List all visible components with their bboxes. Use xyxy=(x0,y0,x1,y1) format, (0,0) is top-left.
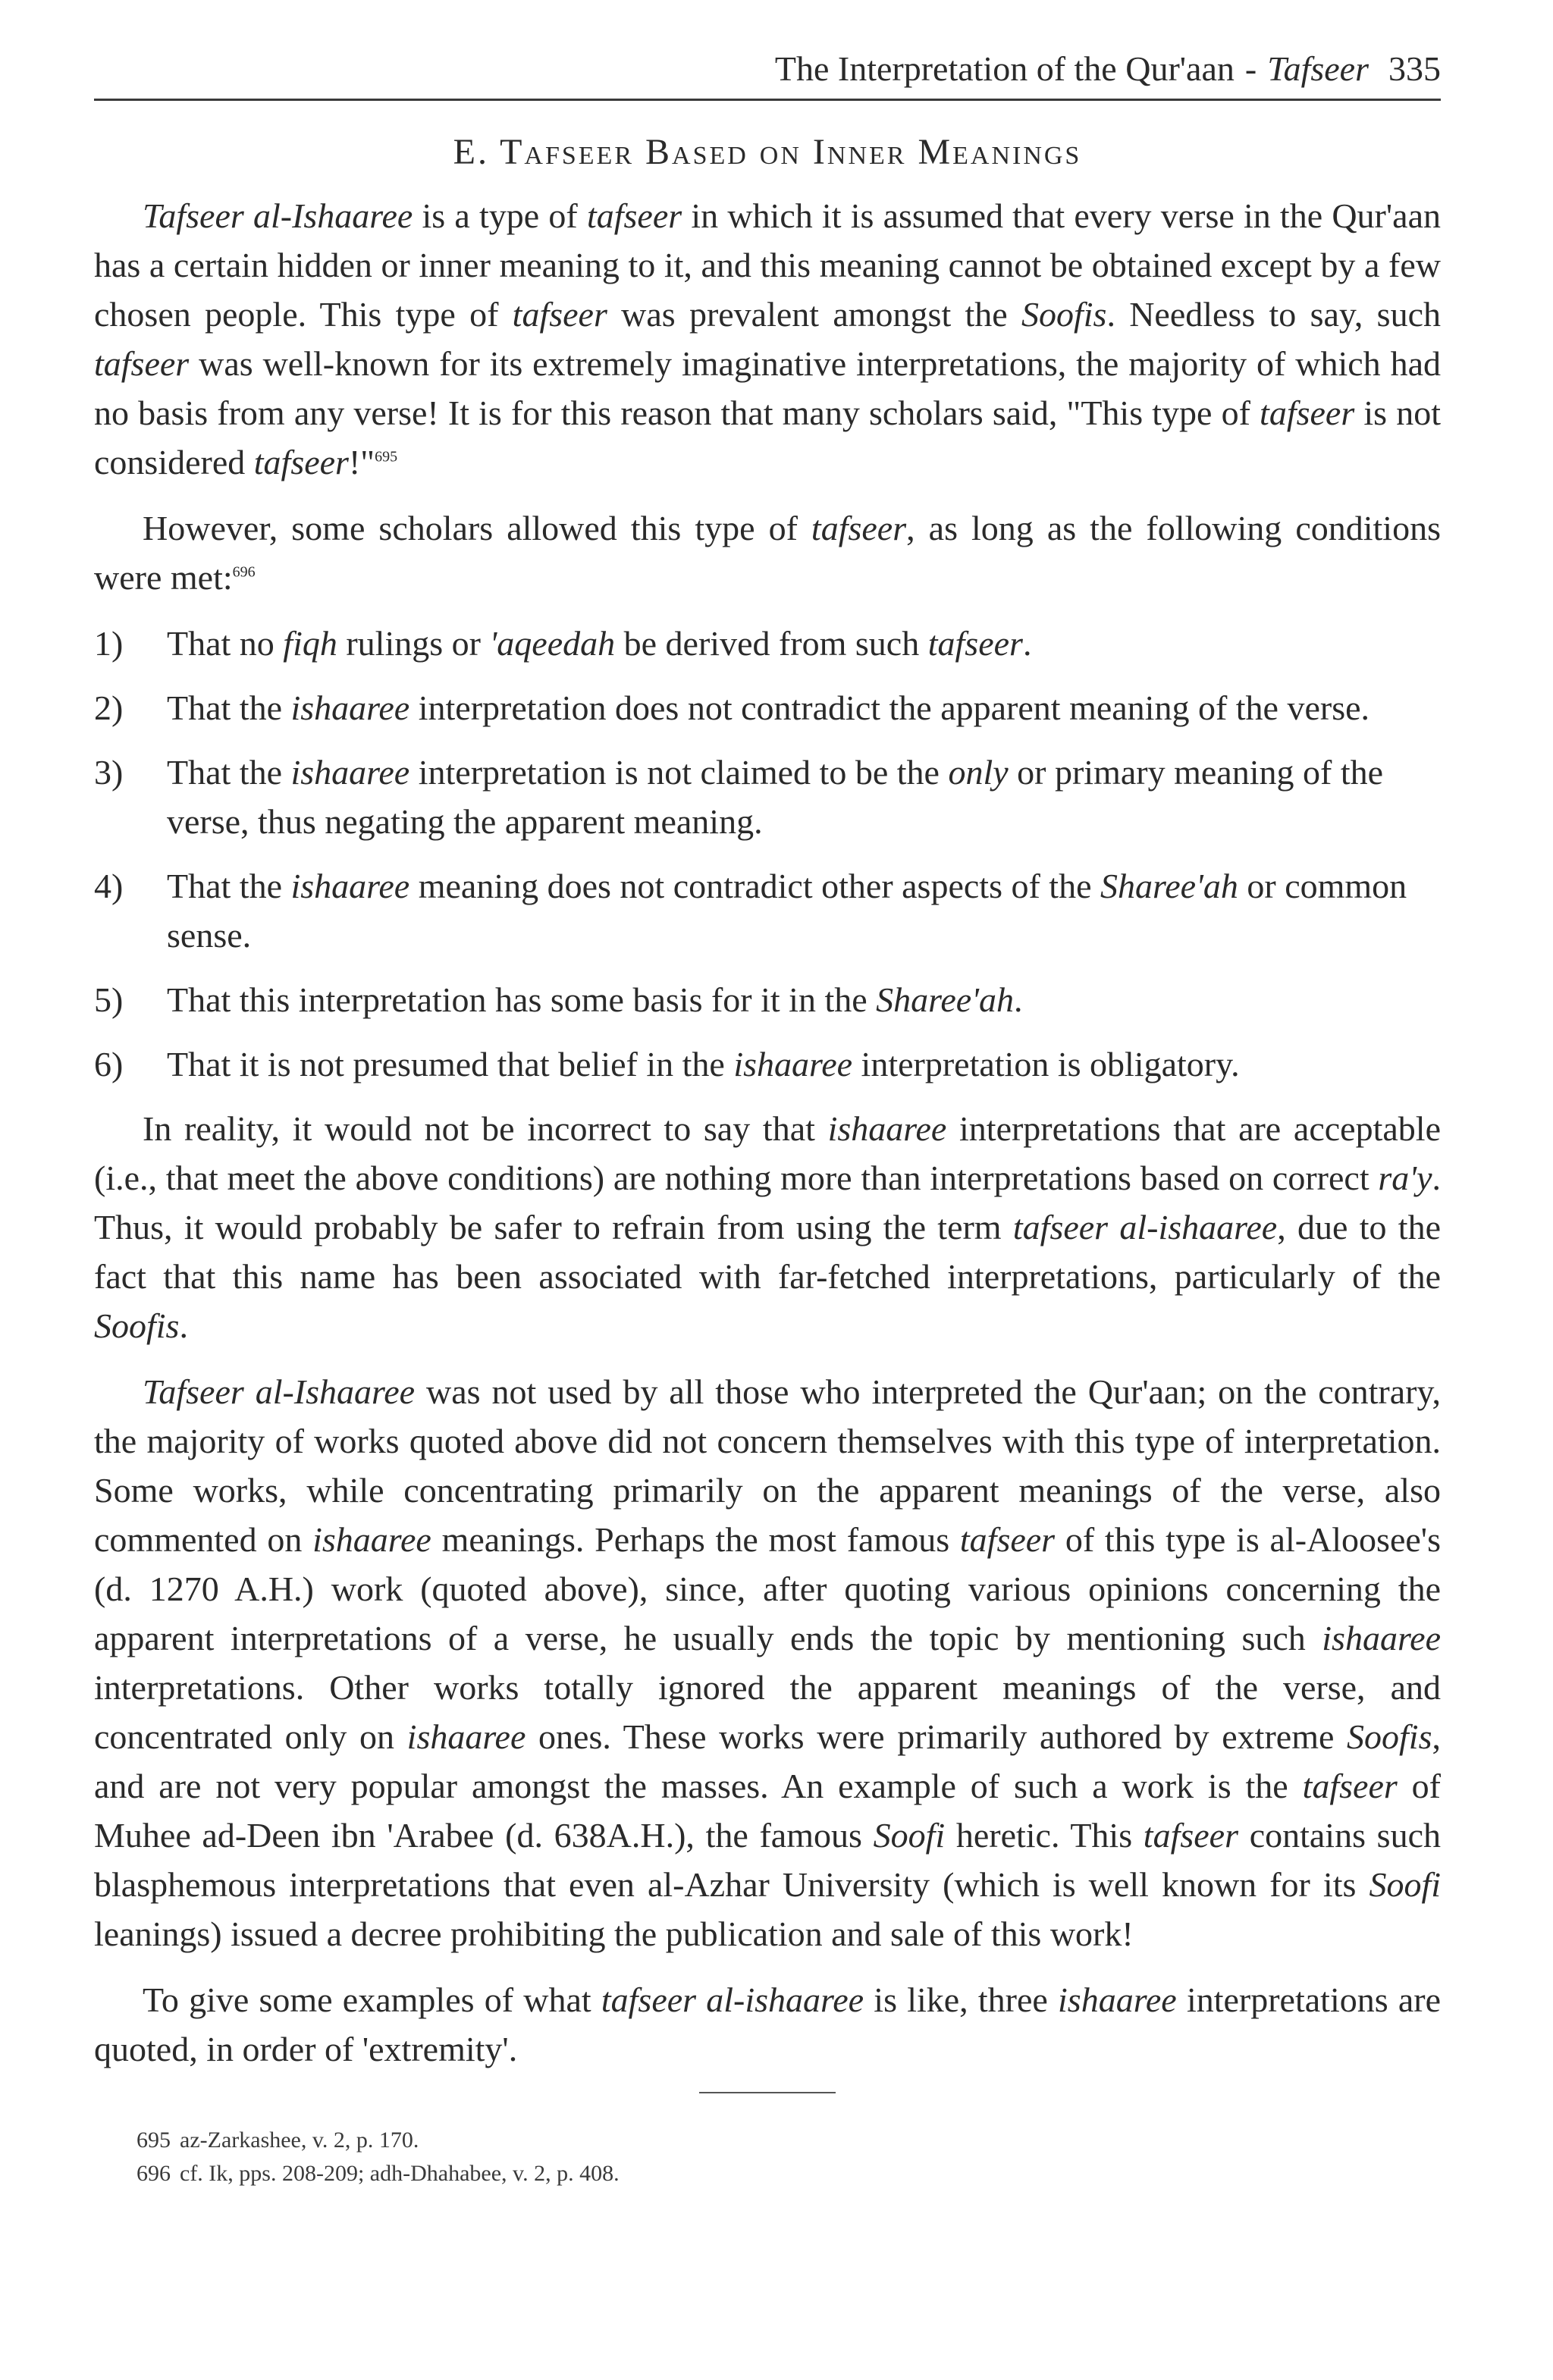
footnote-number: 695 xyxy=(136,2128,171,2153)
text: However, some scholars allowed this type of xyxy=(143,509,811,547)
list-item xyxy=(94,748,1441,846)
text: In reality, it would not be incorrect to say that xyxy=(143,1109,828,1148)
term: ishaaree xyxy=(1058,1980,1177,2019)
text: in which it is assumed that every verse in the Qur'aan has a certain hidden or inner meaning to it, and this meaning cannot be obtained except by a few chosen people. This type of xyxy=(94,196,1441,334)
text: of this type is al-Aloosee's (d. 1270 A.H.) work (quoted above), since, after quoting various opinions concerning the apparent interpretations of a verse, he usually ends the topic by mentioning such xyxy=(94,1520,1441,1657)
text: interpretation is not claimed to be the xyxy=(409,753,949,792)
term: tafseer xyxy=(927,624,1023,663)
header-separator: - xyxy=(1244,49,1257,88)
list-text xyxy=(167,975,1441,1024)
text: is like, three xyxy=(864,1980,1059,2019)
list-text xyxy=(167,683,1441,732)
term: Soofis xyxy=(94,1306,180,1345)
term: Soofis xyxy=(1347,1717,1432,1756)
term: Tafseer al-Ishaaree xyxy=(143,1372,416,1411)
term: Soofi xyxy=(1369,1865,1441,1904)
term: ishaaree xyxy=(406,1717,526,1756)
text: . xyxy=(1022,624,1032,663)
text: contains such blasphemous interpretations that even al-Azhar University (which is well known for its xyxy=(94,1816,1441,1904)
text: ones. These works were primarily authored by extreme xyxy=(526,1717,1348,1756)
term: fiqh xyxy=(283,624,337,663)
term: ishaaree xyxy=(1322,1619,1441,1657)
text: . Thus, it would probably be safer to refrain from using the term xyxy=(94,1159,1441,1246)
text: To give some examples of what xyxy=(143,1980,601,2019)
text: interpretations. Other works totally ignored the apparent meanings of the verse, and concentrated only on xyxy=(94,1668,1441,1756)
list-item xyxy=(94,975,1441,1024)
term: tafseer xyxy=(94,344,190,383)
term: tafseer xyxy=(586,196,682,235)
list-item xyxy=(94,683,1441,732)
term: Soofi xyxy=(873,1816,946,1855)
text: interpretations that are acceptable (i.e., that meet the above conditions) are nothing more than interpretations based on correct xyxy=(94,1109,1441,1197)
list-number: 3) xyxy=(94,753,124,792)
text: or common sense. xyxy=(167,867,1407,955)
term: ishaaree xyxy=(827,1109,947,1148)
term: ishaaree xyxy=(312,1520,431,1559)
text: is a type of xyxy=(413,196,587,235)
text: of Muhee ad-Deen ibn 'Arabee (d. 638A.H.), the famous xyxy=(94,1767,1441,1855)
text: was not used by all those who interpreted the Qur'aan; on the contrary, the majority of works quoted above did not concern themselves with this type of interpretation. Some works, while concentrating primarily on the apparent meanings of the verse, also commented on xyxy=(94,1372,1441,1559)
header-title: The Interpretation of the Qur'aan xyxy=(774,49,1235,88)
text: That the xyxy=(167,688,291,727)
term: tafseer xyxy=(959,1520,1056,1559)
term: ishaaree xyxy=(733,1045,853,1083)
footnote-number: 696 xyxy=(136,2161,171,2186)
paragraph-4 xyxy=(94,1367,1441,1958)
text: That the xyxy=(167,867,291,905)
term: ishaaree xyxy=(290,753,410,792)
conditions-list xyxy=(94,619,1441,1089)
text: , and are not very popular amongst the masses. An example of such a work is the xyxy=(94,1717,1441,1805)
term: Soofis xyxy=(1021,295,1107,334)
term: Sharee'ah xyxy=(1100,867,1238,905)
term: tafseer al-ishaaree xyxy=(601,1980,864,2019)
term: ishaaree xyxy=(290,867,410,905)
term: Tafseer al-Ishaaree xyxy=(143,196,413,235)
term: only xyxy=(948,753,1009,792)
text: That no xyxy=(167,624,284,663)
term: ishaaree xyxy=(290,688,410,727)
paragraph-3 xyxy=(94,1104,1441,1350)
text: interpretation is obligatory. xyxy=(852,1045,1240,1083)
list-number: 5) xyxy=(94,980,124,1019)
list-number: 6) xyxy=(94,1045,124,1083)
footnote-695 xyxy=(136,2124,1441,2157)
term: tafseer xyxy=(1143,1816,1238,1855)
footnote-696 xyxy=(136,2157,1441,2190)
text: That this interpretation has some basis for it in the xyxy=(167,980,877,1019)
section-title: E. Tafseer Based on Inner Meanings xyxy=(453,132,1082,172)
text: interpretations are quoted, in order of 'extremity'. xyxy=(94,1980,1441,2068)
paragraph-1 xyxy=(94,191,1441,487)
text: leanings) issued a decree prohibiting the publication and sale of this work! xyxy=(94,1914,1134,1953)
paragraph-2 xyxy=(94,503,1441,602)
text: be derived from such xyxy=(615,624,928,663)
term: ra'y xyxy=(1378,1159,1432,1197)
text: , as long as the following conditions were met: xyxy=(94,509,1441,597)
term: 'aqeedah xyxy=(489,624,616,663)
text: was well-known for its extremely imaginative interpretations, the majority of which had no basis from any verse! It is for this reason that many scholars said, "This type of xyxy=(94,344,1441,432)
text: was prevalent amongst the xyxy=(607,295,1021,334)
header-subtitle: Tafseer xyxy=(1267,49,1369,88)
footnote-text: az-Zarkashee, v. 2, p. 170. xyxy=(180,2128,419,2153)
term: Sharee'ah xyxy=(876,980,1015,1019)
list-text xyxy=(167,748,1441,846)
text: heretic. This xyxy=(945,1816,1144,1855)
footnote-ref-695[interactable]: 695 xyxy=(375,448,398,466)
term: tafseer xyxy=(1302,1767,1398,1805)
running-header xyxy=(94,38,1441,101)
list-number: 4) xyxy=(94,867,124,905)
text: meaning does not contradict other aspects of the xyxy=(409,867,1100,905)
list-item xyxy=(94,619,1441,668)
term: tafseer al-ishaaree xyxy=(1012,1208,1278,1246)
footnote-divider xyxy=(699,2092,836,2093)
text: meanings. Perhaps the most famous xyxy=(431,1520,960,1559)
text: or primary meaning of the verse, thus negating the apparent meaning. xyxy=(167,753,1384,841)
text: , due to the fact that this name has been associated with far-fetched interpretations, particularly of the xyxy=(94,1208,1441,1296)
text: That it is not presumed that belief in the xyxy=(167,1045,734,1083)
footnotes xyxy=(94,2124,1441,2190)
term: tafseer xyxy=(1260,394,1355,432)
term: tafseer xyxy=(811,509,907,547)
text: . Needless to say, such xyxy=(1106,295,1441,334)
text: is not considered xyxy=(94,394,1441,481)
text: That the xyxy=(167,753,291,792)
list-number: 2) xyxy=(94,688,124,727)
list-item xyxy=(94,1039,1441,1089)
text: !" xyxy=(348,443,375,481)
list-item xyxy=(94,861,1441,960)
list-number: 1) xyxy=(94,624,124,663)
text: rulings or xyxy=(337,624,490,663)
text: . xyxy=(1014,980,1023,1019)
footnote-text: cf. Ik, pps. 208-209; adh-Dhahabee, v. 2, p. 408. xyxy=(180,2161,620,2186)
footnote-ref-696[interactable]: 696 xyxy=(232,563,256,581)
term: tafseer xyxy=(512,295,607,334)
term: tafseer xyxy=(253,443,349,481)
list-text xyxy=(167,1039,1441,1089)
list-text xyxy=(167,861,1441,960)
book-page xyxy=(94,38,1441,2190)
text: . xyxy=(179,1306,188,1345)
page-number: 335 xyxy=(1388,49,1441,88)
text: interpretation does not contradict the apparent meaning of the verse. xyxy=(409,688,1370,727)
paragraph-5 xyxy=(94,1975,1441,2074)
list-text xyxy=(167,619,1441,668)
